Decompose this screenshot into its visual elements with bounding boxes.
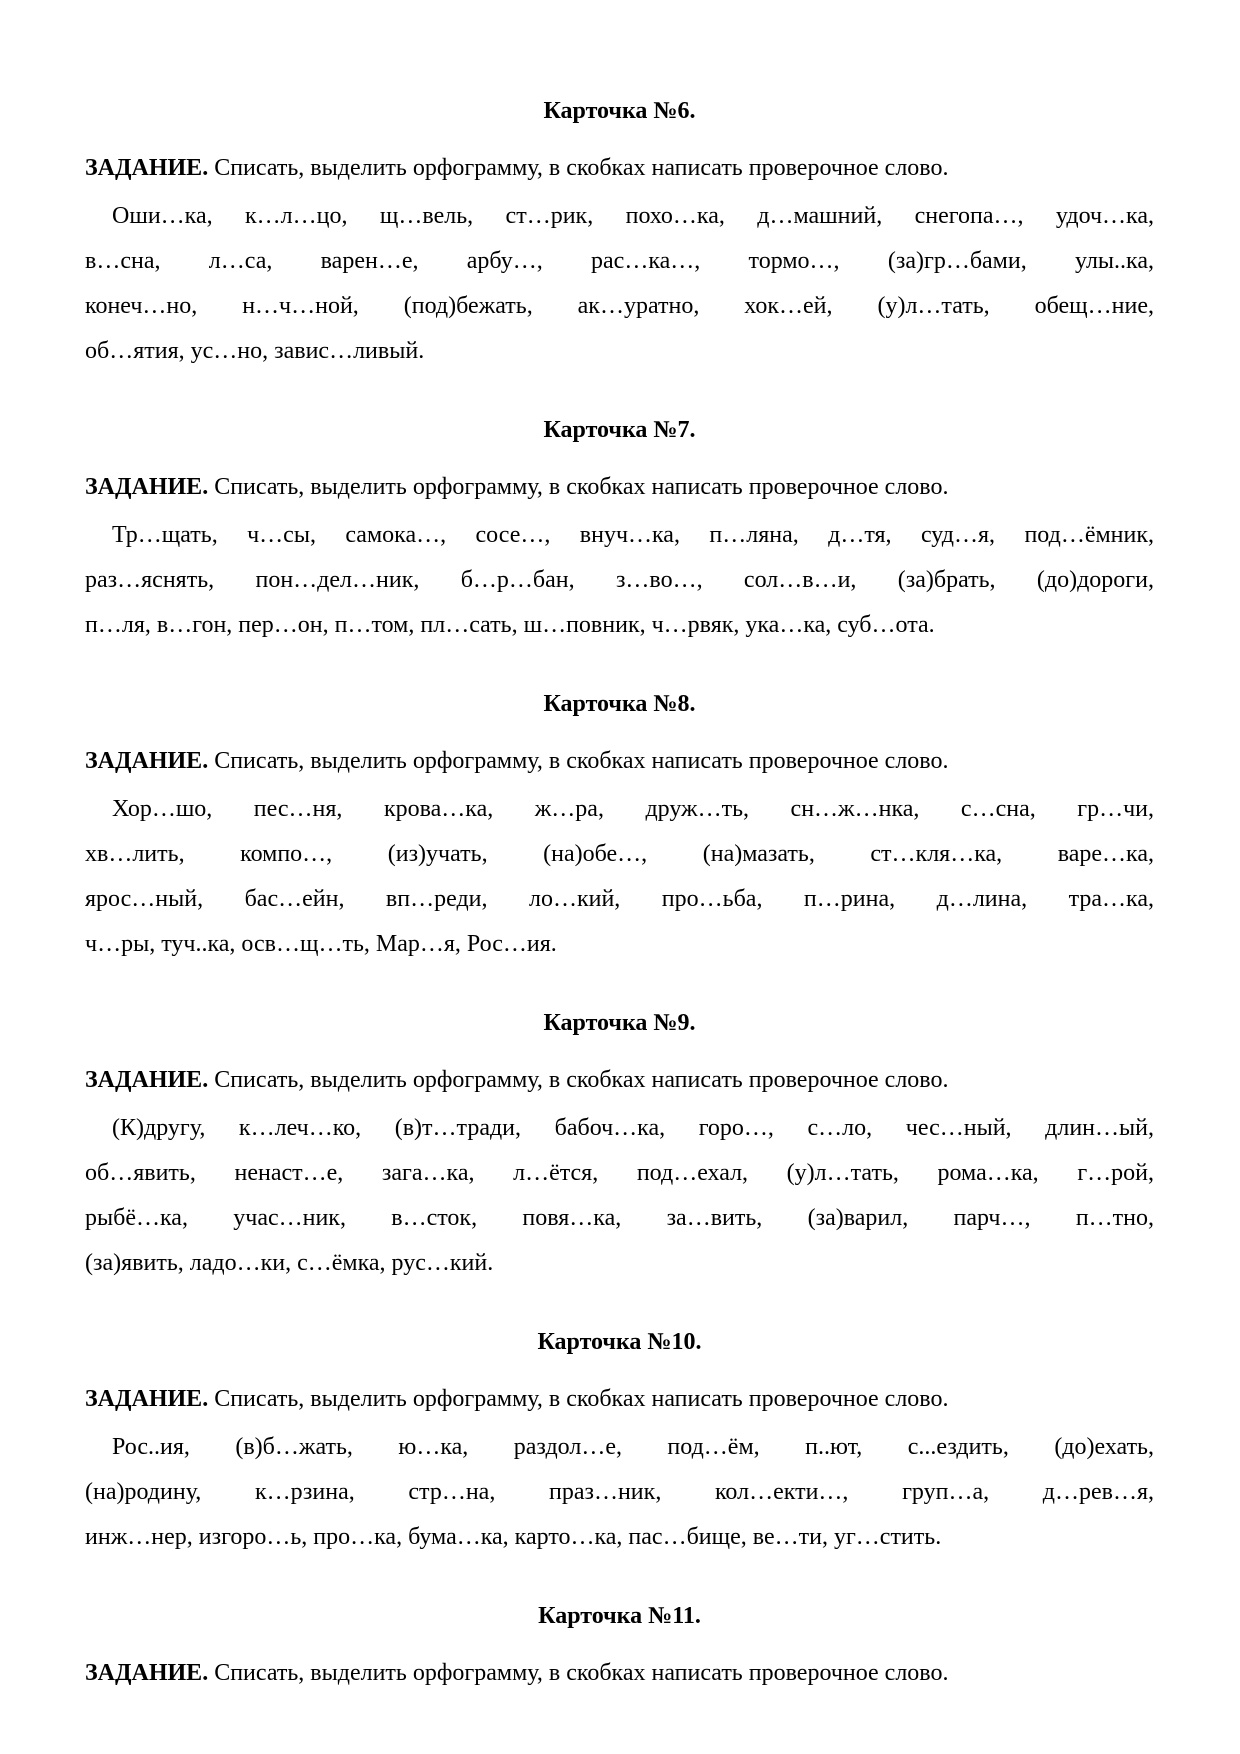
word-list (85, 787, 1154, 967)
word-line: рыбё…ка, учас…ник, в…сток, повя…ка, за…вить, (за)варил, парч…, п…тно, (85, 1205, 1154, 1231)
word-list (85, 513, 1154, 648)
task-line (85, 1651, 1154, 1696)
card-9 (85, 1008, 1154, 1286)
word-list (85, 1106, 1154, 1286)
task-label: ЗАДАНИЕ. (85, 1067, 209, 1093)
card-10 (85, 1327, 1154, 1560)
task-line (85, 465, 1154, 510)
card-title: Карточка №7. (543, 417, 696, 443)
task-text: Списать, выделить орфограмму, в скобках написать проверочное слово. (214, 748, 949, 774)
word-line: Тр…щать, ч…сы, самока…, сосе…, внуч…ка, п…ляна, д…тя, суд…я, под…ёмник, (112, 522, 1154, 548)
task-text: Списать, выделить орфограмму, в скобках написать проверочное слово. (214, 474, 949, 500)
word-line: (на)родину, к…рзина, стр…на, праз…ник, кол…екти…, груп…а, д…рев…я, (85, 1479, 1154, 1505)
card-title: Карточка №10. (537, 1329, 702, 1355)
card-title: Карточка №6. (543, 98, 696, 124)
card-title: Карточка №9. (543, 1010, 696, 1036)
word-line: (за)явить, ладо…ки, с…ёмка, рус…кий. (85, 1250, 494, 1276)
word-line: раз…яснять, пон…дел…ник, б…р…бан, з…во…, сол…в…и, (за)брать, (до)дороги, (85, 567, 1154, 593)
word-line: Хор…шо, пес…ня, крова…ка, ж…ра, друж…ть, сн…ж…нка, с…сна, гр…чи, (112, 796, 1154, 822)
task-label: ЗАДАНИЕ. (85, 155, 209, 181)
task-label: ЗАДАНИЕ. (85, 1660, 209, 1686)
word-line: Рос..ия, (в)б…жать, ю…ка, раздол…е, под…ём, п..ют, с...ездить, (до)ехать, (112, 1434, 1154, 1460)
word-line: об…явить, ненаст…е, зага…ка, л…ётся, под…ехал, (у)л…тать, рома…ка, г…рой, (85, 1160, 1154, 1186)
card-title: Карточка №11. (538, 1603, 701, 1629)
word-line: в…сна, л…са, варен…е, арбу…, рас…ка…, тормо…, (за)гр…бами, улы..ка, (85, 248, 1154, 274)
word-line: ч…ры, туч..ка, осв…щ…ть, Мар…я, Рос…ия. (85, 931, 557, 957)
word-line: п…ля, в…гон, пер…он, п…том, пл…сать, ш…повник, ч…рвяк, ука…ка, суб…ота. (85, 612, 935, 638)
word-line: ярос…ный, бас…ейн, вп…реди, ло…кий, про…ьба, п…рина, д…лина, тра…ка, (85, 886, 1154, 912)
task-line (85, 146, 1154, 191)
task-label: ЗАДАНИЕ. (85, 748, 209, 774)
task-line (85, 739, 1154, 784)
task-line (85, 1058, 1154, 1103)
task-label: ЗАДАНИЕ. (85, 1386, 209, 1412)
card-6 (85, 96, 1154, 374)
task-text: Списать, выделить орфограмму, в скобках написать проверочное слово. (214, 1067, 949, 1093)
word-line: инж…нер, изгоро…ь, про…ка, бума…ка, карто…ка, пас…бище, ве…ти, уг…стить. (85, 1524, 942, 1550)
word-line: Оши…ка, к…л…цо, щ…вель, ст…рик, похо…ка, д…машний, снегопа…, удоч…ка, (112, 203, 1154, 229)
word-line: конеч…но, н…ч…ной, (под)бежать, ак…уратно, хок…ей, (у)л…тать, обещ…ние, (85, 293, 1154, 319)
task-line (85, 1377, 1154, 1422)
card-8 (85, 689, 1154, 967)
word-line: хв…лить, компо…, (из)учать, (на)обе…, (на)мазать, ст…кля…ка, варе…ка, (85, 841, 1154, 867)
word-list (85, 1425, 1154, 1560)
task-label: ЗАДАНИЕ. (85, 474, 209, 500)
card-11 (85, 1601, 1154, 1696)
card-7 (85, 415, 1154, 648)
task-text: Списать, выделить орфограмму, в скобках написать проверочное слово. (214, 1386, 949, 1412)
word-line: об…ятия, ус…но, завис…ливый. (85, 338, 425, 364)
task-text: Списать, выделить орфограмму, в скобках написать проверочное слово. (214, 155, 949, 181)
word-line: (К)другу, к…леч…ко, (в)т…тради, бабоч…ка, горо…, с…ло, чес…ный, длин…ый, (112, 1115, 1154, 1141)
card-title: Карточка №8. (543, 691, 696, 717)
word-list (85, 194, 1154, 374)
task-text: Списать, выделить орфограмму, в скобках написать проверочное слово. (214, 1660, 949, 1686)
